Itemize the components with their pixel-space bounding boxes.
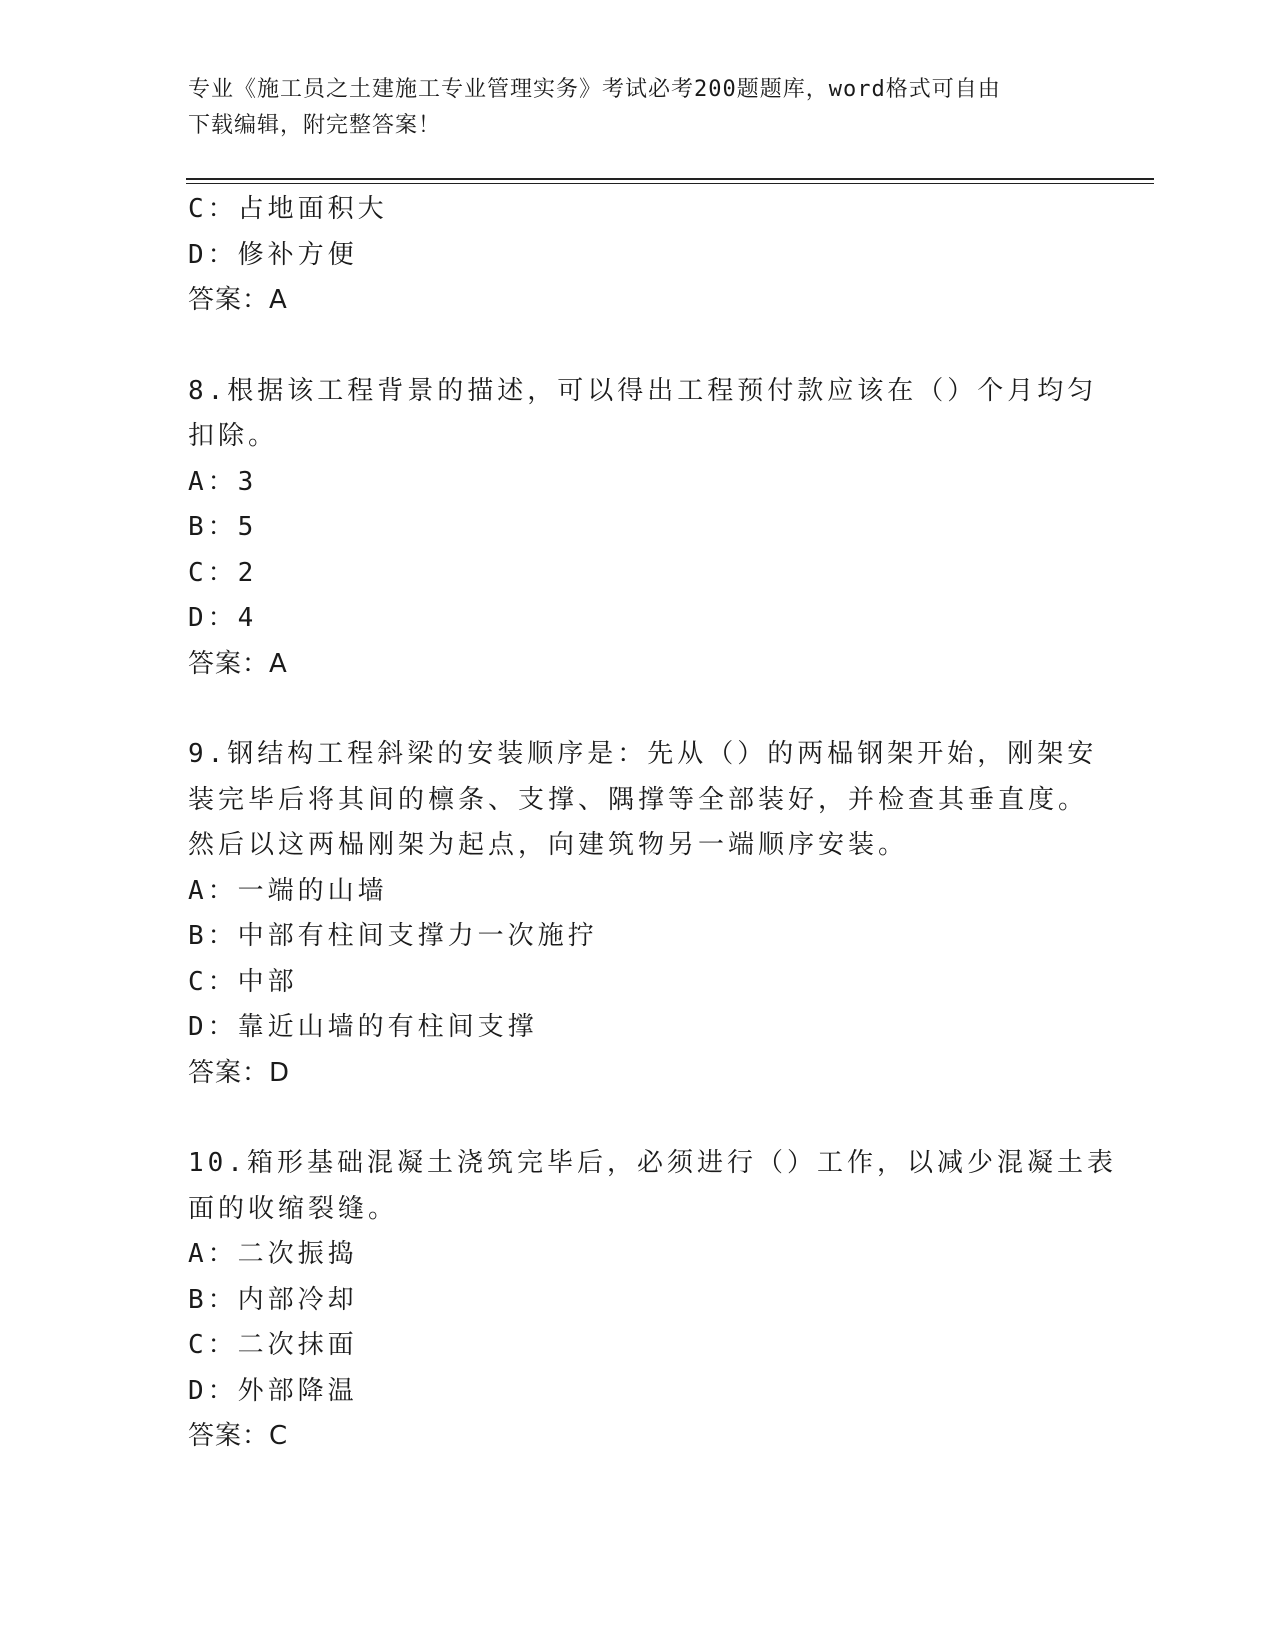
option-b: B：5 — [188, 512, 258, 542]
document-header — [188, 72, 1068, 144]
question-stem: 面的收缩裂缝。 — [188, 1193, 399, 1224]
question-stem: 装完毕后将其间的檩条、支撑、隅撑等全部装好，并检查其垂直度。 — [188, 784, 1089, 815]
option-d: D：靠近山墙的有柱间支撑 — [188, 1012, 538, 1042]
question-10 — [188, 1141, 1117, 1460]
answer-label: 答案：D — [188, 1057, 291, 1088]
answer-label: 答案：A — [188, 648, 288, 679]
option-a: A：二次振捣 — [188, 1239, 358, 1269]
option-d: D：4 — [188, 603, 258, 633]
question-9 — [188, 732, 1098, 1096]
option-d: D：外部降温 — [188, 1375, 358, 1406]
option-d: D：修补方便 — [188, 239, 358, 270]
question-stem: 9.钢结构工程斜梁的安装顺序是：先从（）的两榀钢架开始，刚架安 — [188, 739, 1098, 769]
header-divider-thin — [186, 183, 1154, 184]
question-stem: 然后以这两榀刚架为起点，向建筑物另一端顺序安装。 — [188, 830, 909, 860]
option-a: A：3 — [188, 466, 258, 497]
spacer — [188, 687, 1088, 732]
question-7-tail — [188, 187, 1088, 324]
answer-label: 答案：A — [188, 285, 288, 315]
option-c: C：占地面积大 — [188, 194, 388, 224]
header-divider-thick — [186, 178, 1154, 180]
question-stem: 8.根据该工程背景的描述，可以得出工程预付款应该在（）个月均匀 — [188, 375, 1098, 406]
option-c: C：二次抹面 — [188, 1330, 358, 1360]
question-8 — [188, 369, 1098, 688]
option-a: A：一端的山墙 — [188, 875, 388, 906]
spacer — [188, 324, 1088, 369]
option-b: B：中部有柱间支撑力一次施拧 — [188, 921, 598, 951]
header-title-line-1: 专业《施工员之土建施工专业管理实务》考试必考200题题库，word格式可自由 — [188, 77, 1001, 102]
header-title-line-2: 下载编辑，附完整答案！ — [188, 113, 442, 138]
question-stem: 10.箱形基础混凝土浇筑完毕后，必须进行（）工作，以减少混凝土表 — [188, 1148, 1117, 1178]
option-c: C：2 — [188, 557, 258, 588]
answer-label: 答案：C — [188, 1421, 289, 1451]
option-b: B：内部冷却 — [188, 1284, 358, 1315]
option-c: C：中部 — [188, 966, 298, 997]
spacer — [188, 1096, 1088, 1141]
question-list — [188, 187, 1117, 1460]
question-stem: 扣除。 — [188, 421, 279, 451]
